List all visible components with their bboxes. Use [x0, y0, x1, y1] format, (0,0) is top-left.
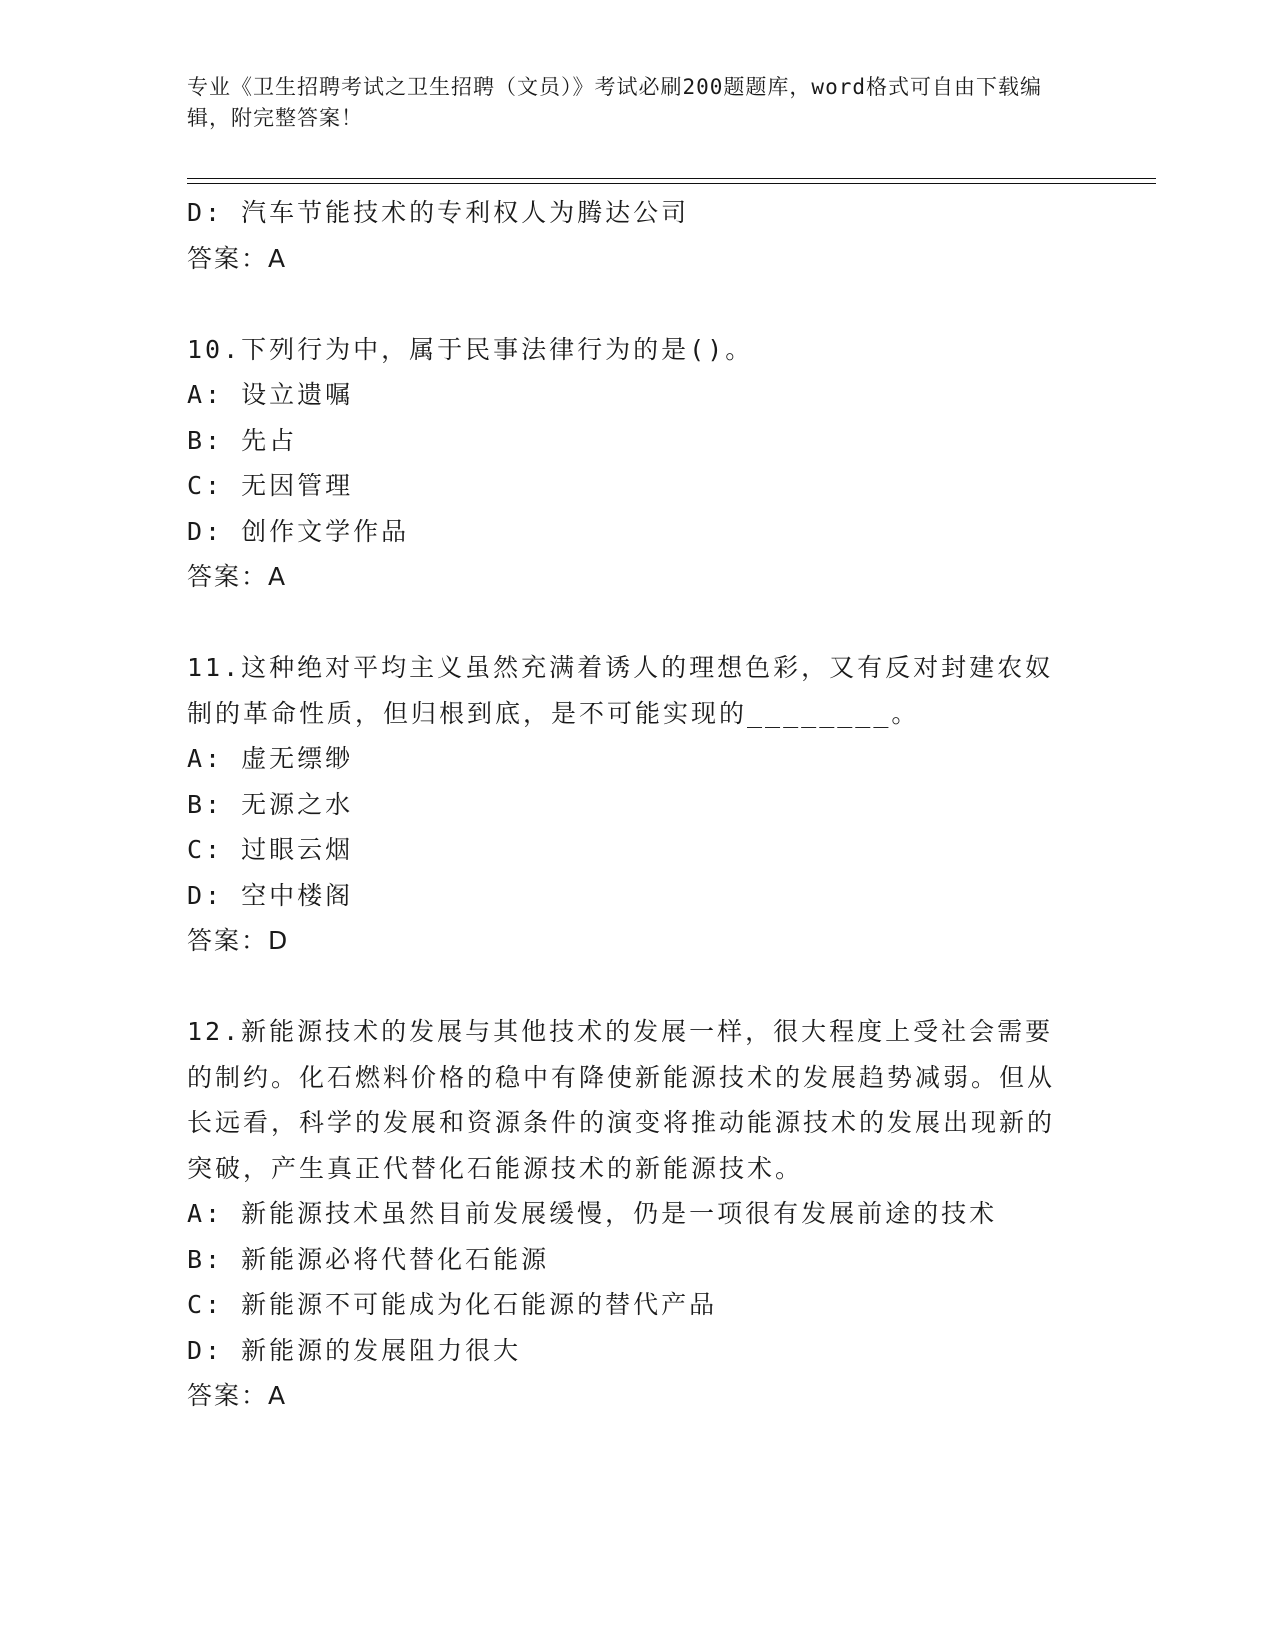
question-stem: 11.这种绝对平均主义虽然充满着诱人的理想色彩，又有反对封建农奴制的革命性质，但归根到底，是不可能实现的________。	[187, 653, 1054, 728]
option-c: C: 新能源不可能成为化石能源的替代产品	[187, 1290, 718, 1319]
prev-option-d: D: 汽车节能技术的专利权人为腾达公司	[187, 198, 690, 227]
option-c: C: 无因管理	[187, 471, 354, 500]
question-11	[187, 645, 1087, 964]
question-list	[187, 190, 1087, 1419]
option-b: B: 无源之水	[187, 789, 354, 819]
prev-answer: 答案：A	[187, 243, 288, 273]
answer: 答案：A	[187, 1381, 288, 1410]
option-c: C: 过眼云烟	[187, 835, 354, 864]
question-10	[187, 327, 1087, 600]
option-b: B: 先占	[187, 425, 298, 455]
question-stem: 10.下列行为中，属于民事法律行为的是()。	[187, 334, 754, 364]
option-a: A: 设立遗嘱	[187, 380, 354, 409]
header-divider-bottom	[187, 183, 1156, 184]
option-a: A: 虚无缥缈	[187, 744, 354, 773]
header-divider-top	[187, 178, 1156, 179]
option-d: D: 空中楼阁	[187, 880, 354, 910]
option-d: D: 新能源的发展阻力很大	[187, 1335, 522, 1365]
option-d: D: 创作文学作品	[187, 516, 410, 546]
question-stem: 12.新能源技术的发展与其他技术的发展一样，很大程度上受社会需要的制约。化石燃料价格的稳中有降使新能源技术的发展趋势减弱。但从长远看，科学的发展和资源条件的演变将推动能源技术的发展出现新的突破，产生真正代替化石能源技术的新能源技术。	[187, 1017, 1056, 1183]
spacer	[187, 964, 1087, 1010]
document-header: 专业《卫生招聘考试之卫生招聘（文员）》考试必刷200题题库，word格式可自由下载编辑，附完整答案！	[187, 75, 1042, 130]
option-a: A: 新能源技术虽然目前发展缓慢，仍是一项很有发展前途的技术	[187, 1199, 998, 1228]
answer: 答案：D	[187, 926, 290, 955]
spacer	[187, 600, 1087, 646]
question-12	[187, 1009, 1087, 1419]
option-b: B: 新能源必将代替化石能源	[187, 1244, 550, 1274]
answer: 答案：A	[187, 562, 288, 591]
spacer	[187, 281, 1087, 327]
